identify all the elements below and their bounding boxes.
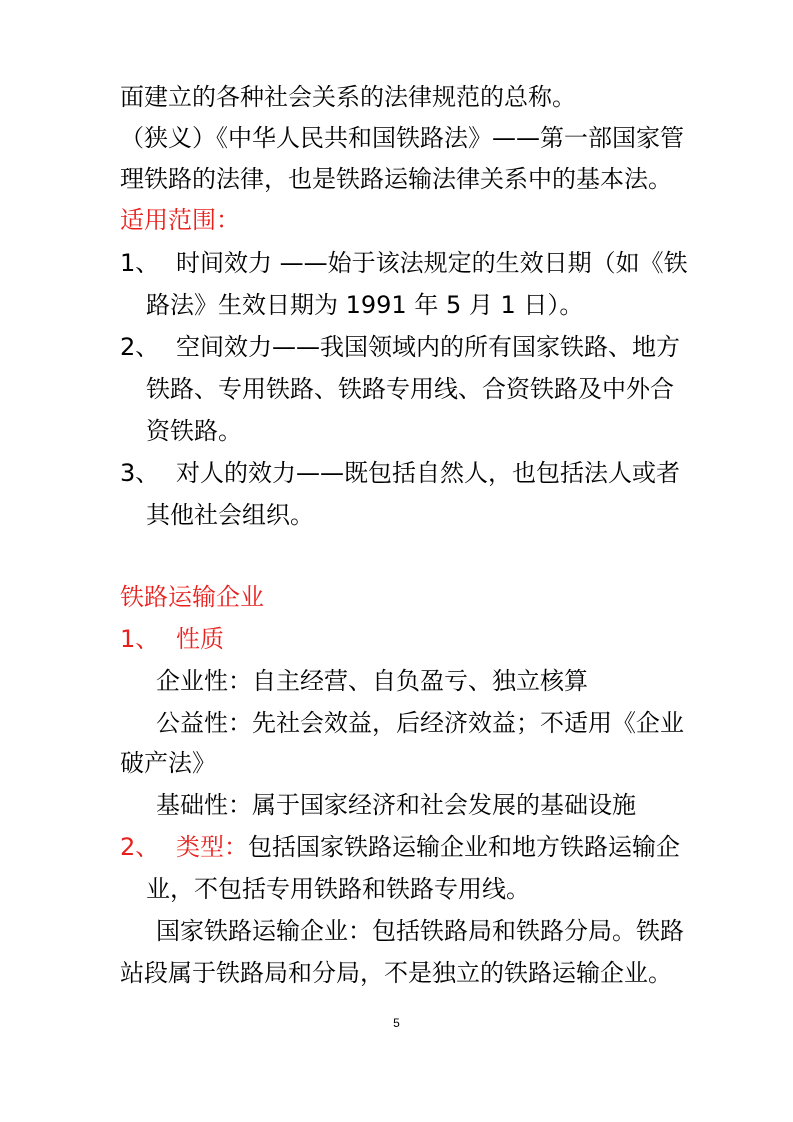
- paragraph-line: 站段属于铁路局和分局，不是独立的铁路运输企业。: [120, 959, 672, 987]
- list-item-text: 对人的效力——既包括自然人，也包括法人或者: [176, 459, 680, 487]
- paragraph-line: 破产法》: [120, 749, 216, 777]
- list-number: 1、: [120, 249, 160, 277]
- section-heading-enterprise: 铁路运输企业: [120, 583, 264, 611]
- list-item: [120, 248, 688, 278]
- subheading-nature: [120, 624, 224, 654]
- list-number: 1、: [120, 625, 160, 653]
- list-number: 2、: [120, 333, 160, 361]
- paragraph-line: 面建立的各种社会关系的法律规范的总称。: [120, 83, 576, 111]
- list-item-continuation: 资铁路。: [146, 417, 242, 445]
- list-item-continuation: 其他社会组织。: [146, 501, 314, 529]
- list-item-continuation: 铁路、专用铁路、铁路专用线、合资铁路及中外合: [146, 375, 674, 403]
- paragraph-line: 基础性：属于国家经济和社会发展的基础设施: [156, 791, 636, 819]
- paragraph-line: （狭义）《中华人民共和国铁路法》——第一部国家管: [120, 124, 684, 152]
- paragraph-line: 企业性：自主经营、自负盈亏、独立核算: [156, 667, 588, 695]
- paragraph-line: 理铁路的法律，也是铁路运输法律关系中的基本法。: [120, 165, 672, 193]
- list-item-text: 空间效力——我国领域内的所有国家铁路、地方: [176, 333, 680, 361]
- subheading-title: 性质: [176, 625, 224, 653]
- subheading-text: 包括国家铁路运输企业和地方铁路运输企: [248, 833, 680, 861]
- list-number: 3、: [120, 459, 160, 487]
- page-number: 5: [393, 1016, 400, 1030]
- paragraph-line: 公益性：先社会效益，后经济效益；不适用《企业: [156, 709, 684, 737]
- subheading-type: [120, 832, 680, 862]
- section-heading-scope: 适用范围：: [120, 206, 240, 234]
- list-item: [120, 332, 680, 362]
- list-item: [120, 458, 680, 488]
- list-item-continuation: 业，不包括专用铁路和铁路专用线。: [146, 875, 530, 903]
- list-item-continuation: 路法》生效日期为 1991 年 5 月 1 日）。: [146, 291, 584, 319]
- subheading-title: 类型：: [176, 833, 248, 861]
- list-number: 2、: [120, 833, 160, 861]
- list-item-text: 时间效力 ——始于该法规定的生效日期（如《铁: [176, 249, 688, 277]
- paragraph-line: 国家铁路运输企业：包括铁路局和铁路分局。铁路: [156, 917, 684, 945]
